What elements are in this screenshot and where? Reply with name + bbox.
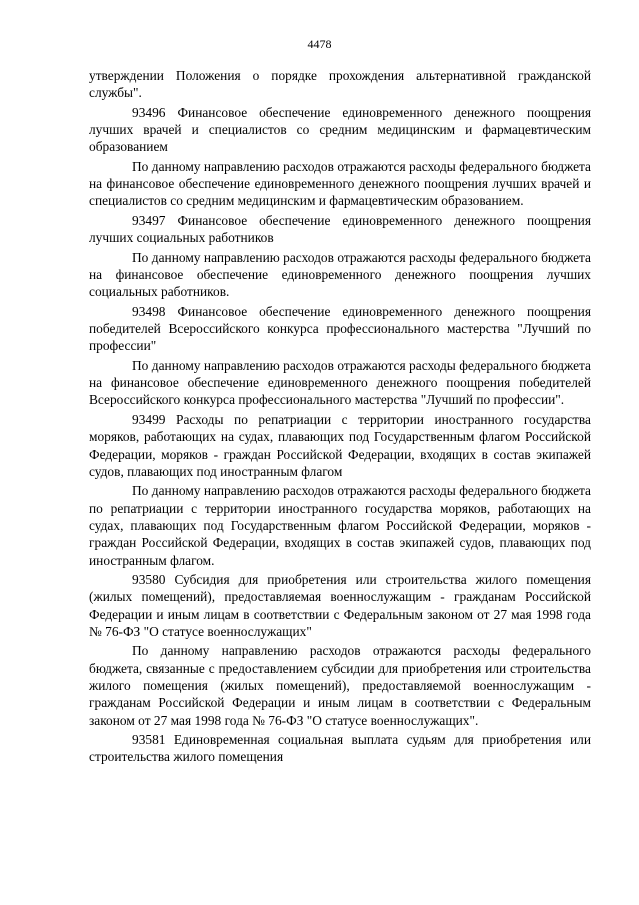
paragraph-1: утверждении Положения о порядке прохождения альтернативной гражданской службы".	[89, 68, 591, 101]
paragraph-7: По данному направлению расходов отражаются расходы федерального бюджета на финансовое обеспечение единовременного денежного поощрения победителей Всероссийского конкурса профессионального мастерства "Лучший по профессии".	[89, 357, 591, 408]
paragraph-6: 93498 Финансовое обеспечение единовременного денежного поощрения победителей Всероссийского конкурса профессионального мастерства "Лучший по профессии"	[89, 303, 591, 354]
paragraph-8: 93499 Расходы по репатриации с территории иностранного государства моряков, работающих на судах, плавающих под Государственным флагом Российской Федерации, моряков - граждан Российской Федерации, входящих в состав экипажей судов, плавающих под иностранным флагом	[89, 411, 591, 479]
paragraph-5: По данному направлению расходов отражаются расходы федерального бюджета на финансовое обеспечение единовременного денежного поощрения лучших социальных работников.	[89, 249, 591, 300]
paragraph-11: По данному направлению расходов отражаются расходы федерального бюджета, связанные с предоставлением субсидии для приобретения или строительства жилого помещения (жилых помещений), предоставляемой военнослужащим - гражданам Российской Федерации и иным лицам в соответствии с Федеральным законом от 27 мая 1998 года № 76-ФЗ "О статусе военнослужащих".	[89, 643, 591, 728]
paragraph-12: 93581 Единовременная социальная выплата судьям для приобретения или строительства жилого помещения	[89, 732, 591, 765]
paragraph-3: По данному направлению расходов отражаются расходы федерального бюджета на финансовое обеспечение единовременного денежного поощрения лучших врачей и специалистов со средним медицинским и фармацевтическим образованием.	[89, 158, 591, 209]
paragraph-9: По данному направлению расходов отражаются расходы федерального бюджета по репатриации с территории иностранного государства моряков, работающих на судах, плавающих под Государственным флагом Российской Федерации, моряков - граждан Российской Федерации, входящих в состав экипажей судов, плавающих под иностранным флагом.	[89, 483, 591, 568]
paragraph-2: 93496 Финансовое обеспечение единовременного денежного поощрения лучших врачей и специалистов со средним медицинским и фармацевтическим образованием	[89, 104, 591, 155]
page-number: 4478	[307, 37, 332, 51]
paragraph-10: 93580 Субсидия для приобретения или строительства жилого помещения (жилых помещений), предоставляемая военнослужащим - гражданам Российской Федерации и иным лицам в соответствии с Федеральным законом от 27 мая 1998 года № 76-ФЗ "О статусе военнослужащих"	[89, 572, 591, 639]
paragraph-4: 93497 Финансовое обеспечение единовременного денежного поощрения лучших социальных работников	[89, 212, 591, 246]
document-body	[89, 67, 591, 768]
